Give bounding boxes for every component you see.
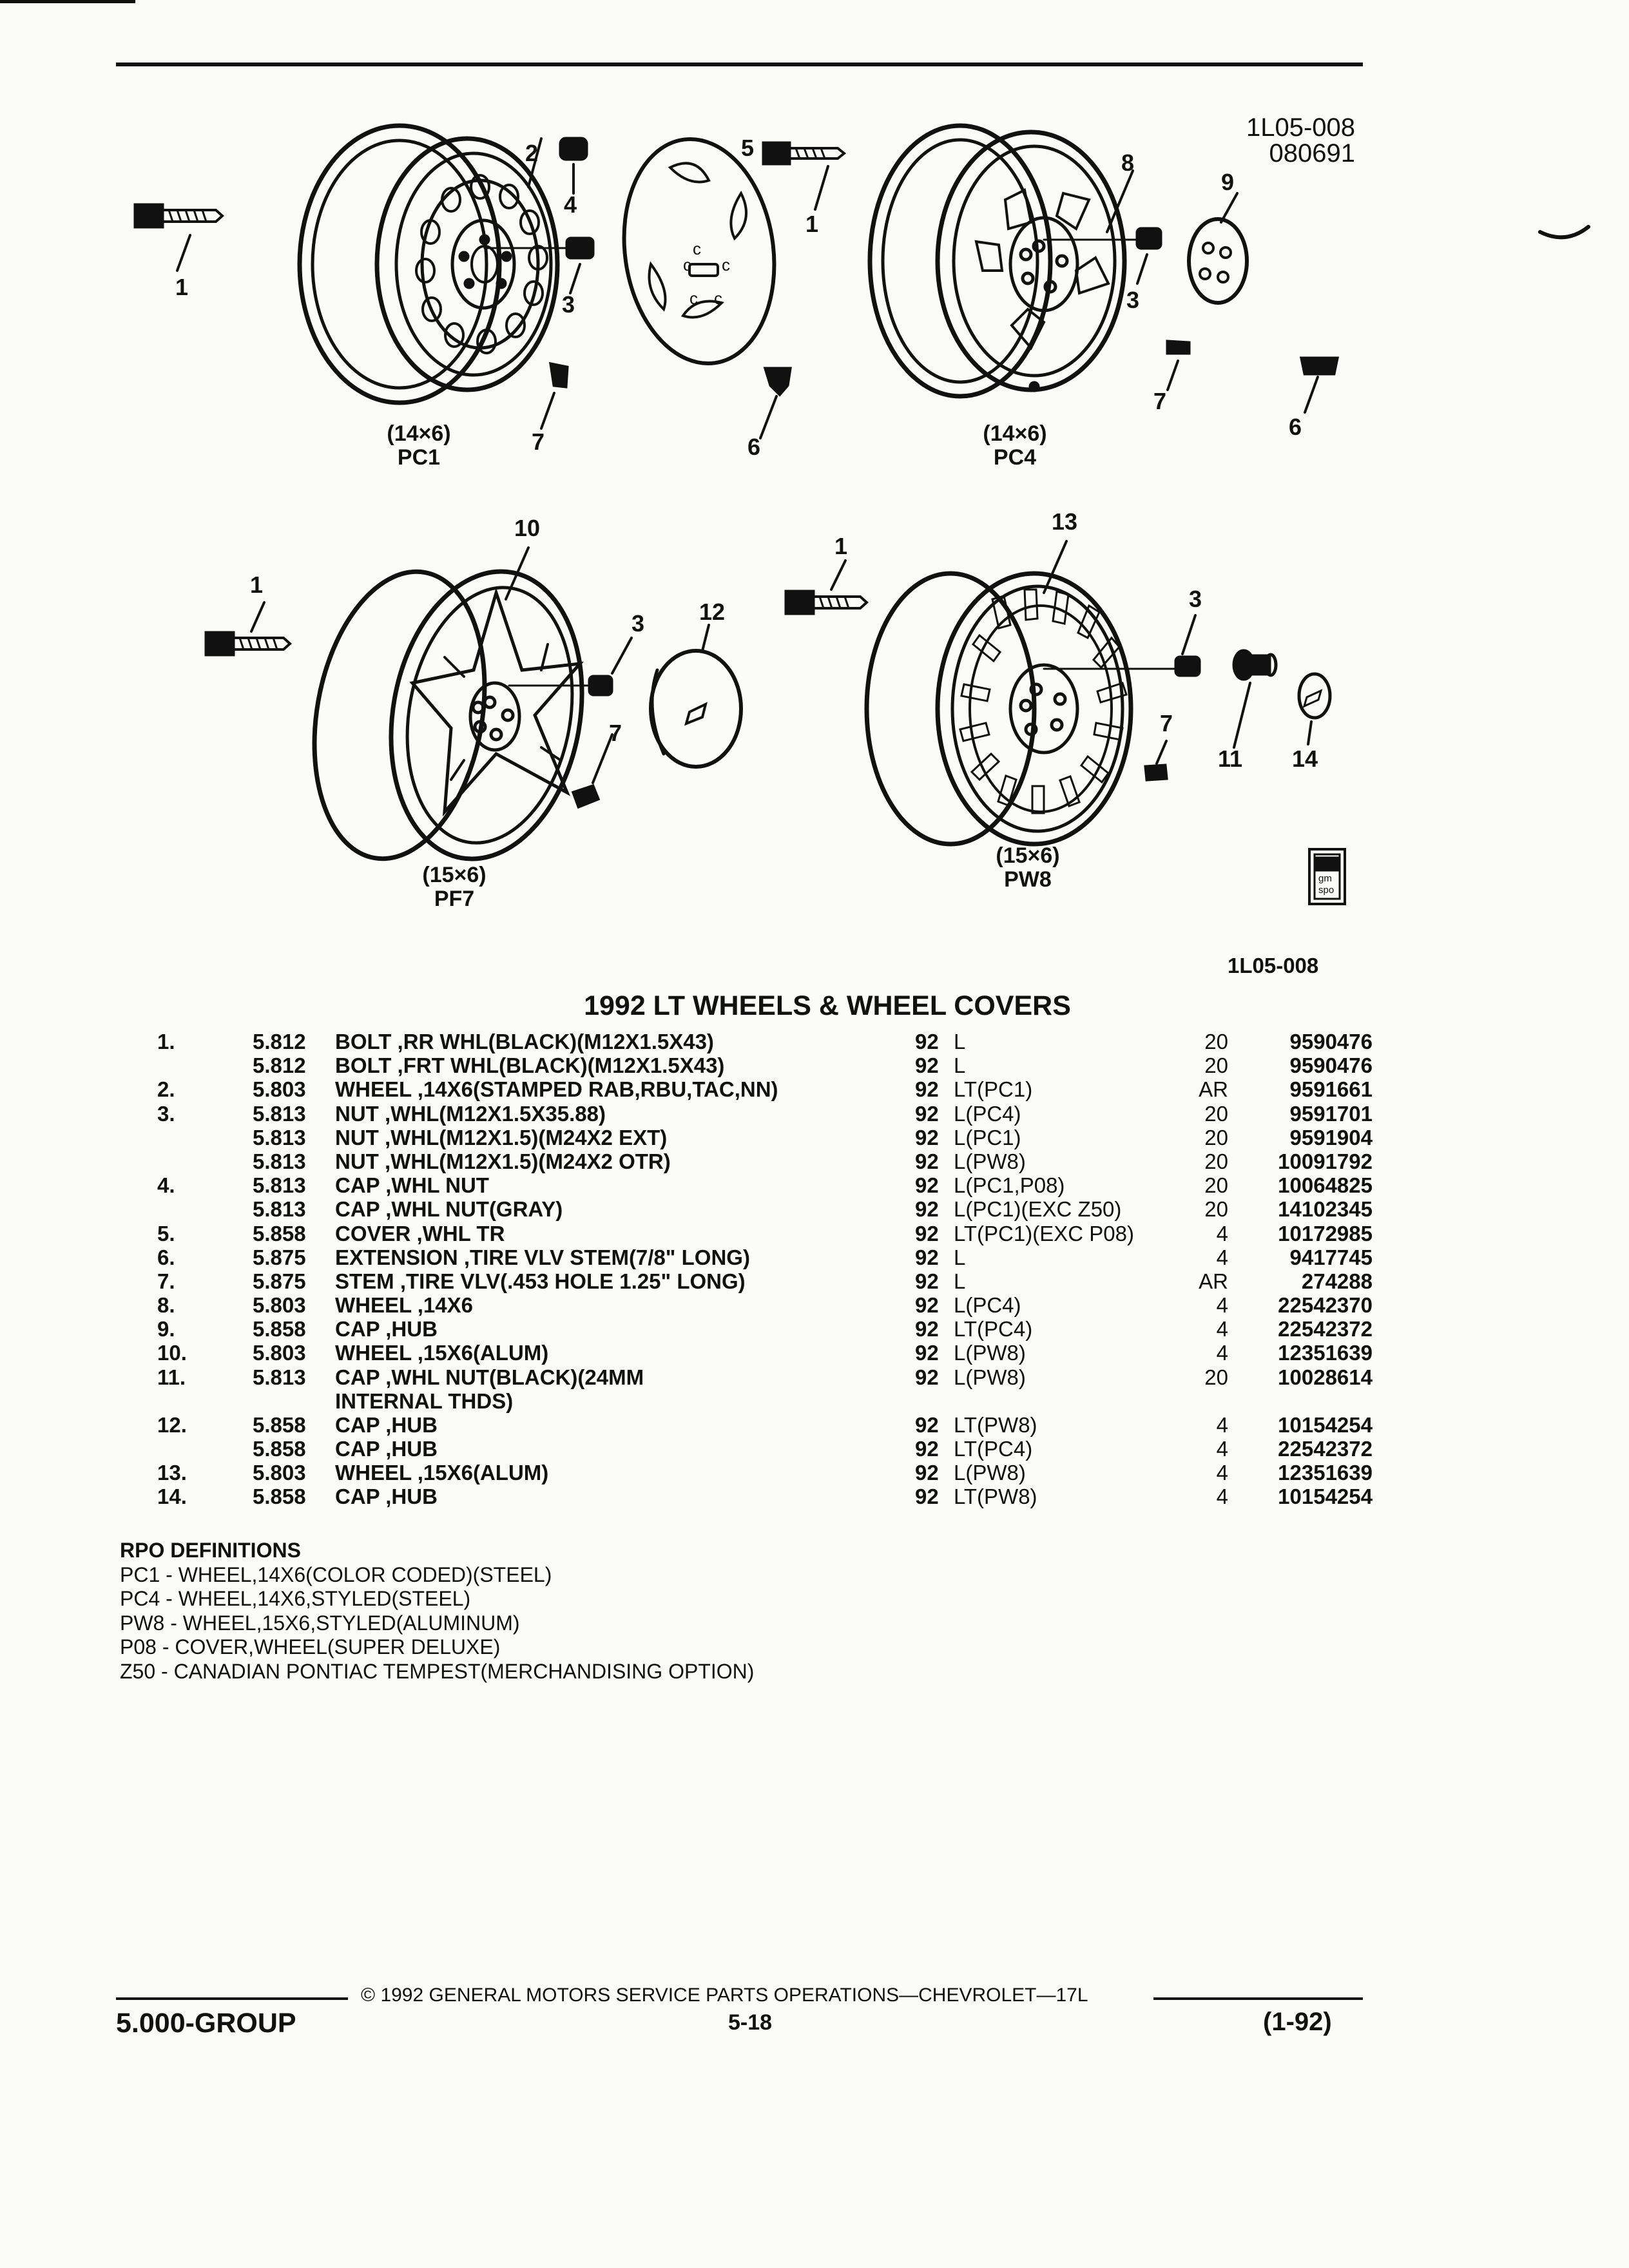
quantity: 20	[1204, 1030, 1228, 1053]
item-number: 4.	[157, 1173, 175, 1198]
model-year: 92	[915, 1197, 939, 1222]
parts-row	[116, 1317, 1379, 1341]
rpo-usage: L(PC1)	[954, 1125, 1021, 1149]
rpo-usage: L(PC1)(EXC Z50)	[954, 1197, 1122, 1222]
part-detail: ,FRT WHL(BLACK)(M12X1.5X43)	[397, 1053, 725, 1078]
callout-7: 7	[609, 720, 622, 746]
parts-row	[116, 1102, 1379, 1126]
part-description	[335, 1317, 1005, 1341]
quantity: 4	[1216, 1245, 1228, 1269]
item-number: 1.	[157, 1030, 175, 1053]
rpo-usage: L(PC4)	[954, 1293, 1021, 1318]
group-number: 5.803	[253, 1077, 306, 1102]
wheels-exploded-diagram	[0, 0, 1629, 1005]
nut-3-pc4	[1137, 229, 1161, 248]
footer-copyright: © 1992 GENERAL MOTORS SERVICE PARTS OPERATIONS—CHEVROLET—17L	[361, 1984, 1088, 2006]
item-number: 2.	[157, 1077, 175, 1102]
part-description	[335, 1437, 1005, 1461]
valve-stem-7-pc4	[1168, 341, 1189, 353]
group-number: 5.813	[253, 1101, 306, 1126]
parts-list	[116, 1030, 1379, 1508]
part-name: CAP	[335, 1173, 380, 1198]
diagram-ref-code: 1L05-008	[1246, 113, 1355, 142]
diagram-date-code: 080691	[1269, 139, 1355, 168]
svg-text:gm: gm	[1318, 873, 1332, 884]
wheel-rpo: PF7	[434, 887, 475, 912]
callout-7: 7	[1160, 710, 1173, 736]
parts-row	[116, 1485, 1379, 1508]
part-number: 22542370	[1278, 1293, 1373, 1318]
hub-cap-14	[1299, 674, 1330, 718]
parts-row	[116, 1365, 1379, 1413]
rpo-usage: L	[954, 1245, 966, 1269]
footer-rule-left	[116, 1997, 348, 2000]
callout-7: 7	[532, 428, 545, 455]
quantity: 20	[1204, 1101, 1228, 1126]
part-detail: ,HUB	[385, 1436, 438, 1461]
parts-row	[116, 1293, 1379, 1317]
part-description	[335, 1269, 1005, 1293]
part-number: 10028614	[1278, 1365, 1373, 1389]
rpo-item: PC1 - WHEEL,14X6(COLOR CODED)(STEEL)	[120, 1562, 552, 1586]
part-number: 10064825	[1278, 1173, 1373, 1198]
quantity: AR	[1199, 1269, 1228, 1293]
callout-3: 3	[562, 291, 575, 318]
hub-cap-12	[651, 651, 741, 767]
rpo-item: PC4 - WHEEL,14X6,STYLED(STEEL)	[120, 1587, 471, 1610]
part-detail: ,HUB	[385, 1412, 438, 1437]
part-description	[335, 1030, 1005, 1053]
rpo-usage: L(PW8)	[954, 1461, 1026, 1485]
callout-1: 1	[805, 211, 819, 237]
rpo-usage: LT(PW8)	[954, 1412, 1037, 1437]
part-detail: ,WHL NUT(GRAY)	[385, 1197, 563, 1222]
model-year: 92	[915, 1341, 939, 1365]
model-year: 92	[915, 1269, 939, 1293]
parts-row	[116, 1269, 1379, 1293]
item-number: 8.	[157, 1293, 175, 1318]
group-number: 5.813	[253, 1365, 306, 1389]
callout-3: 3	[631, 610, 645, 637]
model-year: 92	[915, 1317, 939, 1341]
part-detail: ,TIRE VLV STEM(7/8" LONG)	[463, 1245, 750, 1269]
group-number: 5.813	[253, 1173, 306, 1198]
callout-1: 1	[250, 572, 264, 598]
part-number: 9591904	[1289, 1125, 1373, 1149]
part-number: 12351639	[1278, 1341, 1373, 1365]
model-year: 92	[915, 1125, 939, 1149]
svg-text:c: c	[693, 239, 701, 258]
rpo-item: P08 - COVER,WHEEL(SUPER DELUXE)	[120, 1635, 501, 1658]
rpo-usage: L	[954, 1053, 966, 1078]
quantity: 20	[1204, 1365, 1228, 1389]
group-number: 5.858	[253, 1412, 306, 1437]
footer-date: (1-92)	[1263, 2008, 1332, 2036]
quantity: 4	[1216, 1436, 1228, 1461]
quantity: 20	[1204, 1053, 1228, 1078]
part-name: NUT	[335, 1101, 379, 1126]
rpo-usage: L(PW8)	[954, 1365, 1026, 1389]
part-detail: ,15X6(ALUM)	[417, 1461, 549, 1485]
wheel-pc1-label	[374, 422, 464, 470]
rpo-usage: LT(PC4)	[954, 1317, 1033, 1341]
part-name: WHEEL	[335, 1293, 412, 1318]
footer-rule-right	[1153, 1997, 1363, 2000]
callout-10: 10	[514, 515, 541, 541]
hub-cap-9	[1189, 219, 1247, 303]
item-number: 5.	[157, 1221, 175, 1245]
callout-6: 6	[747, 434, 761, 460]
part-detail: ,HUB	[385, 1485, 438, 1509]
parts-row	[116, 1149, 1379, 1173]
extension-6	[766, 369, 790, 394]
parts-list-title: 1992 LT WHEELS & WHEEL COVERS	[584, 990, 1071, 1021]
item-number: 13.	[157, 1461, 187, 1485]
nut-3-pf7	[590, 677, 612, 695]
part-name: CAP	[335, 1485, 380, 1509]
part-description	[335, 1365, 747, 1413]
item-number: 3.	[157, 1101, 175, 1126]
rpo-usage: LT(PC1)	[954, 1077, 1033, 1102]
callout-14: 14	[1292, 745, 1318, 772]
item-number: 10.	[157, 1341, 187, 1365]
part-description	[335, 1245, 1005, 1269]
svg-text:c: c	[722, 255, 730, 274]
part-description	[335, 1413, 1005, 1437]
callout-7: 7	[1153, 388, 1167, 414]
group-number: 5.858	[253, 1221, 306, 1245]
part-detail: ,TIRE VLV(.453 HOLE 1.25" LONG)	[400, 1269, 746, 1293]
parts-row	[116, 1461, 1379, 1485]
callout-11: 11	[1218, 745, 1243, 772]
part-number: 10091792	[1278, 1149, 1373, 1173]
callout-3: 3	[1126, 287, 1140, 313]
part-name: BOLT	[335, 1030, 392, 1053]
rpo-item: PW8 - WHEEL,15X6,STYLED(ALUMINUM)	[120, 1611, 520, 1635]
model-year: 92	[915, 1436, 939, 1461]
rpo-usage: LT(PC1)(EXC P08)	[954, 1221, 1134, 1245]
part-number: 10154254	[1278, 1412, 1373, 1437]
part-description	[335, 1077, 1005, 1101]
part-name: NUT	[335, 1149, 379, 1173]
item-number: 7.	[157, 1269, 175, 1293]
rpo-usage: L	[954, 1030, 966, 1053]
quantity: 4	[1216, 1221, 1228, 1245]
model-year: 92	[915, 1412, 939, 1437]
part-description	[335, 1293, 1005, 1317]
parts-row	[116, 1341, 1379, 1365]
wheel-size: (14×6)	[387, 421, 451, 446]
model-year: 92	[915, 1053, 939, 1078]
part-detail: ,14X6	[417, 1293, 473, 1318]
wheel-pw8-label	[983, 844, 1073, 892]
wheel-rpo: PC1	[397, 445, 441, 470]
part-name: CAP	[335, 1197, 380, 1222]
part-detail: ,RR WHL(BLACK)(M12X1.5X43)	[397, 1030, 714, 1053]
callout-2: 2	[525, 140, 539, 166]
part-detail: ,15X6(ALUM)	[417, 1341, 549, 1365]
svg-text:c: c	[689, 289, 698, 308]
wheel-pf7-drawing	[293, 556, 604, 874]
parts-row	[116, 1413, 1379, 1437]
callout-13: 13	[1052, 508, 1078, 535]
part-number: 14102345	[1278, 1197, 1373, 1222]
parts-row	[116, 1053, 1379, 1077]
part-number: 274288	[1301, 1269, 1373, 1293]
quantity: AR	[1199, 1077, 1228, 1102]
parts-row	[116, 1222, 1379, 1245]
wheel-pc1-drawing	[300, 126, 557, 403]
part-description	[335, 1173, 1005, 1197]
callout-12: 12	[699, 599, 726, 625]
parts-row	[116, 1126, 1379, 1149]
extension-6-right	[1302, 358, 1337, 374]
model-year: 92	[915, 1077, 939, 1102]
model-year: 92	[915, 1365, 939, 1389]
group-number: 5.812	[253, 1053, 306, 1078]
rpo-usage: L(PC1,P08)	[954, 1173, 1065, 1198]
model-year: 92	[915, 1173, 939, 1198]
quantity: 4	[1216, 1341, 1228, 1365]
group-number: 5.858	[253, 1317, 306, 1341]
part-number: 9590476	[1289, 1030, 1373, 1053]
quantity: 4	[1216, 1293, 1228, 1318]
part-detail: ,14X6(STAMPED RAB,RBU,TAC,NN)	[417, 1077, 778, 1102]
callout-1: 1	[834, 533, 848, 559]
parts-row	[116, 1197, 1379, 1221]
nut-3-pw8	[1176, 657, 1199, 675]
rpo-usage: L	[954, 1269, 966, 1293]
item-number: 14.	[157, 1485, 187, 1509]
part-detail: ,WHL(M12X1.5)(M24X2 OTR)	[385, 1149, 671, 1173]
svg-text:c: c	[683, 255, 691, 274]
part-detail: ,HUB	[385, 1317, 438, 1341]
group-number: 5.803	[253, 1341, 306, 1365]
diagram-bottom-ref: 1L05-008	[1228, 954, 1319, 977]
quantity: 4	[1216, 1412, 1228, 1437]
part-name: WHEEL	[335, 1077, 412, 1102]
item-number: 6.	[157, 1245, 175, 1269]
quantity: 20	[1204, 1197, 1228, 1222]
callout-9: 9	[1221, 169, 1235, 195]
group-number: 5.875	[253, 1245, 306, 1269]
wheel-pw8-drawing	[867, 573, 1131, 844]
nut-3-pc1	[567, 238, 593, 258]
part-description	[335, 1126, 1005, 1149]
wheel-pc4-label	[970, 422, 1060, 470]
part-name: WHEEL	[335, 1341, 412, 1365]
quantity: 4	[1216, 1485, 1228, 1509]
wheel-rpo: PW8	[1004, 867, 1052, 892]
group-number: 5.803	[253, 1293, 306, 1318]
margin-mark-1	[1540, 227, 1588, 237]
parts-row	[116, 1077, 1379, 1101]
group-number: 5.858	[253, 1436, 306, 1461]
rpo-usage: LT(PW8)	[954, 1485, 1037, 1509]
parts-row	[116, 1437, 1379, 1461]
wheel-size: (14×6)	[983, 421, 1047, 446]
nut-cap-4-pc1	[561, 139, 586, 159]
part-name: WHEEL	[335, 1461, 412, 1485]
wheel-rpo: PC4	[993, 445, 1037, 470]
group-number: 5.875	[253, 1269, 306, 1293]
part-description	[335, 1222, 1005, 1245]
part-description	[335, 1149, 1005, 1173]
bolt-1-pw8	[786, 561, 867, 613]
gm-spo-logo	[1309, 849, 1345, 904]
part-number: 12351639	[1278, 1461, 1373, 1485]
item-number: 9.	[157, 1317, 175, 1341]
wheel-size: (15×6)	[422, 863, 487, 887]
rpo-definitions	[120, 1539, 754, 1684]
model-year: 92	[915, 1293, 939, 1318]
part-detail: ,WHL NUT(BLACK)(24MM INTERNAL THDS)	[335, 1365, 644, 1413]
rpo-usage: L(PW8)	[954, 1149, 1026, 1173]
group-number: 5.813	[253, 1125, 306, 1149]
part-detail: ,WHL NUT	[385, 1173, 489, 1198]
svg-text:spo: spo	[1318, 885, 1335, 896]
wheel-pf7-label	[409, 863, 499, 912]
item-number: 11.	[157, 1365, 186, 1389]
wheel-cover-5-drawing	[610, 130, 788, 374]
part-number: 9591701	[1289, 1101, 1373, 1126]
model-year: 92	[915, 1461, 939, 1485]
rpo-item: Z50 - CANADIAN PONTIAC TEMPEST(MERCHANDISING OPTION)	[120, 1659, 755, 1683]
part-detail: ,WHL TR	[416, 1221, 505, 1245]
bolt-1-pf7	[206, 602, 290, 655]
part-number: 9417745	[1289, 1245, 1373, 1269]
rpo-usage: LT(PC4)	[954, 1436, 1033, 1461]
quantity: 4	[1216, 1461, 1228, 1485]
part-number: 10172985	[1278, 1221, 1373, 1245]
part-description	[335, 1197, 1005, 1221]
group-number: 5.813	[253, 1149, 306, 1173]
part-name: CAP	[335, 1317, 380, 1341]
model-year: 92	[915, 1030, 939, 1053]
parts-row	[116, 1030, 1379, 1053]
model-year: 92	[915, 1149, 939, 1173]
callout-4: 4	[564, 191, 577, 218]
part-name: BOLT	[335, 1053, 392, 1078]
rpo-usage: L(PW8)	[954, 1341, 1026, 1365]
parts-row	[116, 1173, 1379, 1197]
rpo-heading: RPO DEFINITIONS	[120, 1539, 301, 1562]
part-name: STEM	[335, 1269, 394, 1293]
item-number: 12.	[157, 1412, 187, 1437]
part-detail: ,WHL(M12X1.5X35.88)	[385, 1101, 606, 1126]
model-year: 92	[915, 1485, 939, 1509]
bolt-1-cover	[764, 143, 844, 209]
part-name: CAP	[335, 1365, 380, 1389]
part-number: 9590476	[1289, 1053, 1373, 1078]
valve-stem-7-pw8	[1146, 765, 1166, 780]
footer-page-number: 5-18	[728, 2010, 773, 2035]
part-name: NUT	[335, 1125, 379, 1149]
rpo-usage: L(PC4)	[954, 1101, 1021, 1126]
part-name: COVER	[335, 1221, 411, 1245]
part-name: CAP	[335, 1412, 380, 1437]
callout-8: 8	[1121, 149, 1135, 176]
quantity: 20	[1204, 1125, 1228, 1149]
callout-6: 6	[1289, 414, 1302, 440]
part-name: CAP	[335, 1436, 380, 1461]
part-detail: ,WHL(M12X1.5)(M24X2 EXT)	[385, 1125, 668, 1149]
parts-row	[116, 1245, 1379, 1269]
quantity: 4	[1216, 1317, 1228, 1341]
group-number: 5.803	[253, 1461, 306, 1485]
group-number: 5.858	[253, 1485, 306, 1509]
callout-5: 5	[741, 135, 755, 161]
bolt-1-top	[135, 205, 222, 271]
svg-text:c: c	[714, 289, 722, 308]
quantity: 20	[1204, 1173, 1228, 1198]
wheel-size: (15×6)	[996, 843, 1060, 868]
callout-1: 1	[175, 274, 189, 300]
part-number: 22542372	[1278, 1436, 1373, 1461]
part-description	[335, 1102, 1005, 1126]
part-description	[335, 1053, 1005, 1077]
model-year: 92	[915, 1101, 939, 1126]
part-description	[335, 1341, 1005, 1365]
model-year: 92	[915, 1221, 939, 1245]
part-number: 10154254	[1278, 1485, 1373, 1509]
valve-stem-7-pc1	[551, 364, 567, 387]
part-number: 22542372	[1278, 1317, 1373, 1341]
part-description	[335, 1461, 1005, 1485]
nut-cap-11	[1234, 651, 1276, 679]
part-description	[335, 1485, 1005, 1508]
wheel-pc4-drawing	[870, 126, 1124, 396]
part-number: 9591661	[1289, 1077, 1373, 1102]
footer-group: 5.000-GROUP	[116, 2008, 296, 2039]
part-name: EXTENSION	[335, 1245, 458, 1269]
valve-stem-7-pf7	[574, 786, 598, 807]
quantity: 20	[1204, 1149, 1228, 1173]
callout-3: 3	[1189, 586, 1202, 612]
model-year: 92	[915, 1245, 939, 1269]
group-number: 5.813	[253, 1197, 306, 1222]
group-number: 5.812	[253, 1030, 306, 1053]
